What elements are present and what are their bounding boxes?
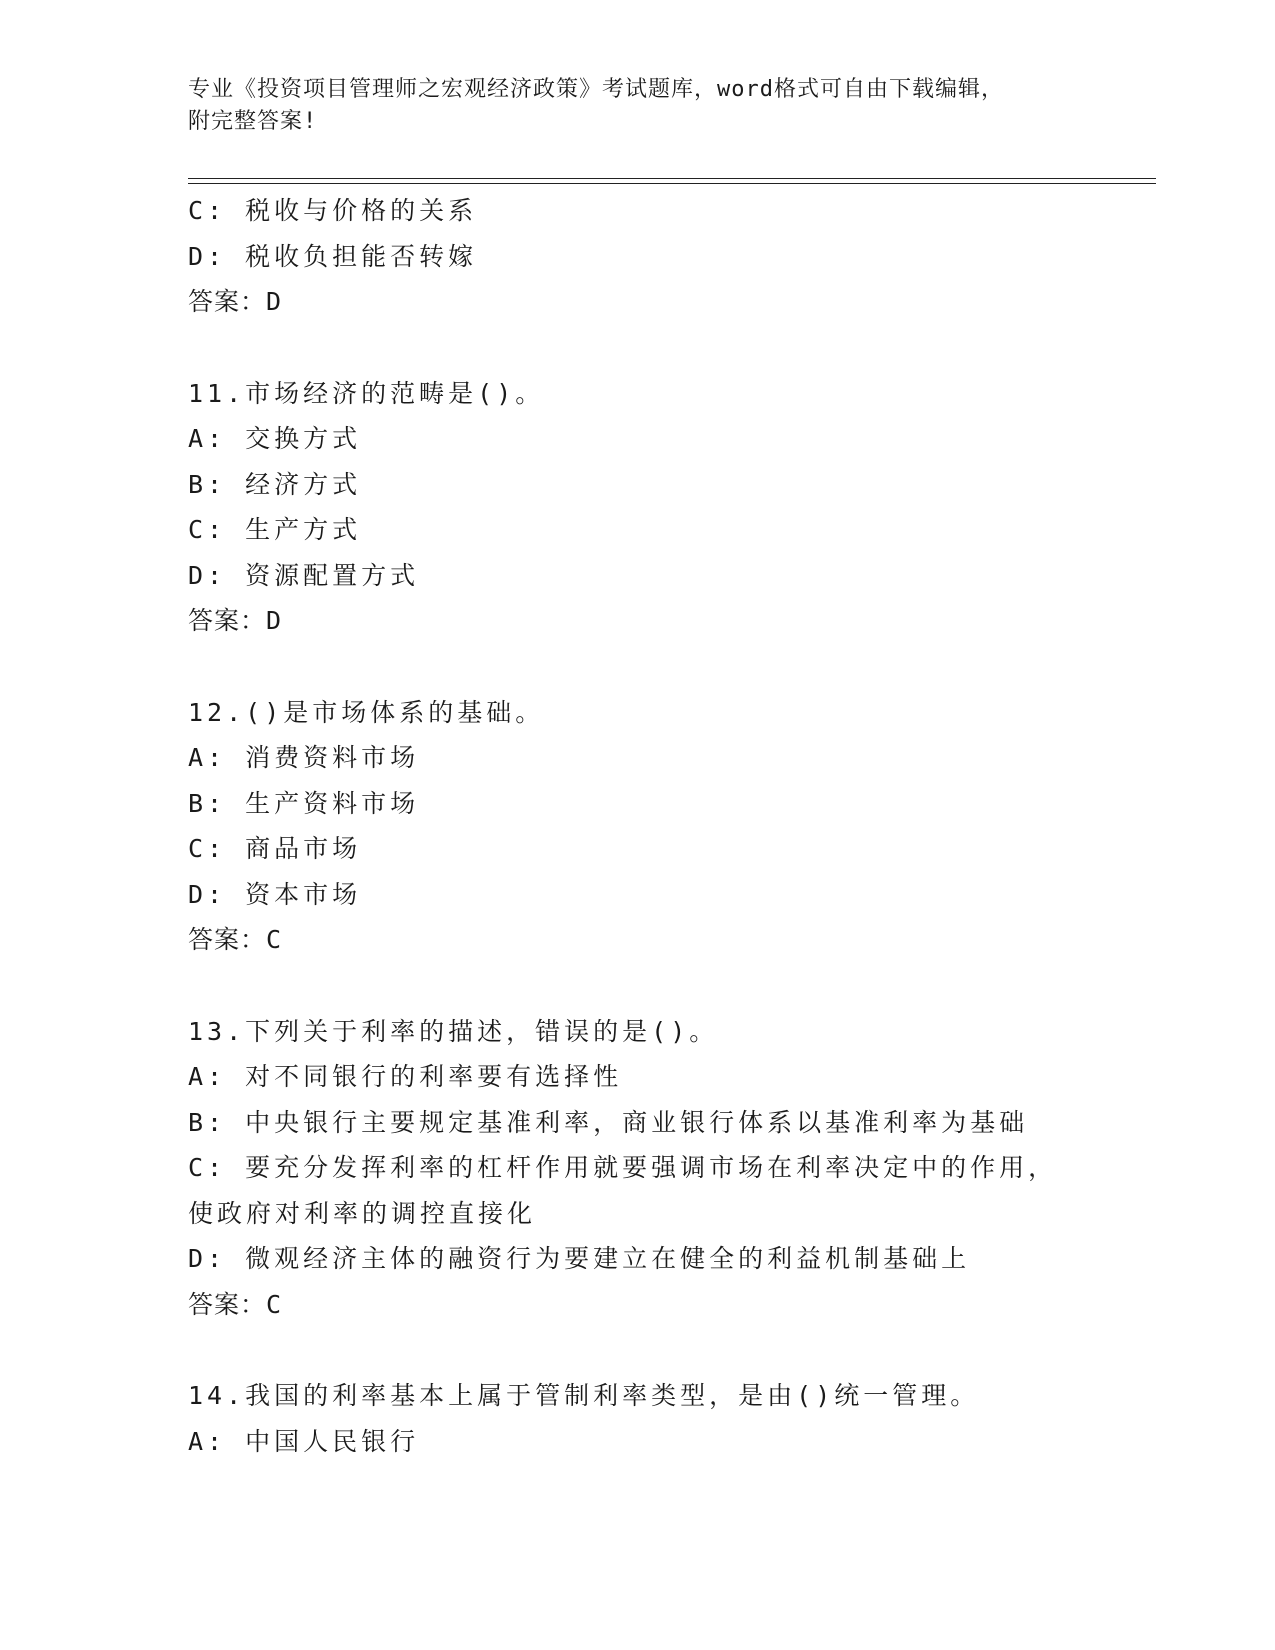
question-13 xyxy=(188,1009,1088,1328)
spacer xyxy=(188,644,1088,690)
header-rule-top xyxy=(188,178,1156,179)
header-line-1: 专业《投资项目管理师之宏观经济政策》考试题库，word格式可自由下载编辑， xyxy=(188,77,1004,102)
option-d: D: 资本市场 xyxy=(188,879,362,909)
question-list xyxy=(188,188,1088,1464)
question-12 xyxy=(188,690,1088,963)
question-stem: 11.市场经济的范畴是()。 xyxy=(188,378,545,408)
option-c: C: 要充分发挥利率的杠杆作用就要强调市场在利率决定中的作用，使政府对利率的调控直接化 xyxy=(188,1153,1058,1228)
spacer xyxy=(188,963,1088,1009)
option-d: D: 资源配置方式 xyxy=(188,560,420,590)
option-a: A: 对不同银行的利率要有选择性 xyxy=(188,1062,623,1091)
header-rule-bottom xyxy=(188,183,1156,184)
option-a: A: 消费资料市场 xyxy=(188,743,420,772)
question-14 xyxy=(188,1373,1088,1464)
option-c: C: 生产方式 xyxy=(188,515,362,544)
option-d: D: 税收负担能否转嫁 xyxy=(188,241,478,271)
option-a: A: 中国人民银行 xyxy=(188,1426,420,1456)
answer: 答案：D xyxy=(188,287,283,316)
option-b: B: 生产资料市场 xyxy=(188,788,420,818)
option-d: D: 微观经济主体的融资行为要建立在健全的利益机制基础上 xyxy=(188,1244,971,1273)
option-c: C: 税收与价格的关系 xyxy=(188,196,478,225)
question-10-tail xyxy=(188,188,1088,325)
question-stem: 14.我国的利率基本上属于管制利率类型，是由()统一管理。 xyxy=(188,1381,980,1410)
spacer xyxy=(188,325,1088,371)
option-a: A: 交换方式 xyxy=(188,424,362,453)
question-stem: 13.下列关于利率的描述，错误的是()。 xyxy=(188,1016,719,1046)
option-c: C: 商品市场 xyxy=(188,834,362,863)
document-header xyxy=(188,74,1068,138)
answer: 答案：D xyxy=(188,606,283,635)
option-b: B: 经济方式 xyxy=(188,469,362,499)
option-b: B: 中央银行主要规定基准利率，商业银行体系以基准利率为基础 xyxy=(188,1107,1029,1137)
answer: 答案：C xyxy=(188,1289,283,1319)
header-line-2: 附完整答案! xyxy=(188,109,318,134)
question-stem: 12.()是市场体系的基础。 xyxy=(188,697,545,727)
answer: 答案：C xyxy=(188,925,283,954)
question-11 xyxy=(188,371,1088,644)
spacer xyxy=(188,1327,1088,1373)
